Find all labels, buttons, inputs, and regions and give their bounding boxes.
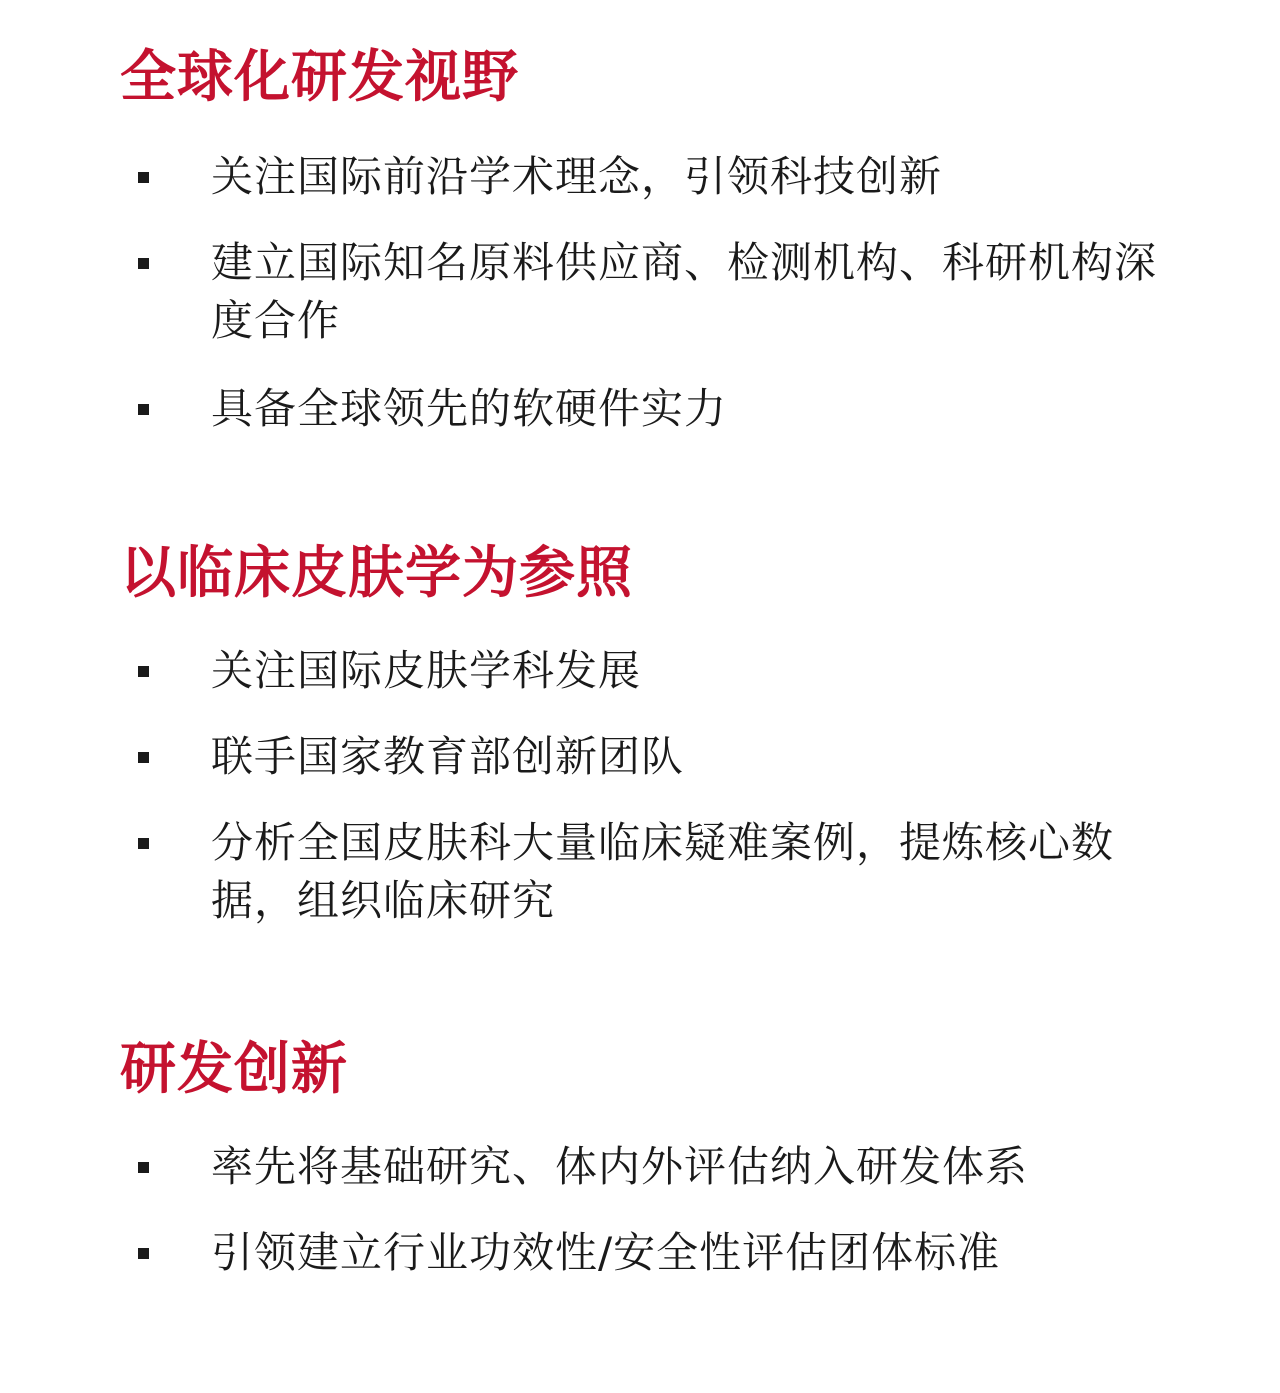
section-title: 全球化研发视野 [120, 45, 519, 110]
list-item-text: 建立国际知名原料供应商、检测机构、科研机构深度合作 [211, 238, 1158, 345]
square-bullet-icon [138, 666, 149, 677]
list-item-text: 联手国家教育部创新团队 [211, 732, 685, 781]
square-bullet-icon [138, 1248, 149, 1259]
list-item-text: 关注国际皮肤学科发展 [211, 646, 642, 695]
square-bullet-icon [138, 1162, 149, 1173]
square-bullet-icon [138, 752, 149, 763]
square-bullet-icon [138, 838, 149, 849]
list-item-text: 引领建立行业功效性/安全性评估团体标准 [211, 1228, 1001, 1277]
list-item-text: 分析全国皮肤科大量临床疑难案例，提炼核心数据，组织临床研究 [211, 818, 1115, 925]
square-bullet-icon [138, 258, 149, 269]
square-bullet-icon [138, 404, 149, 415]
section-title: 研发创新 [120, 1037, 348, 1102]
list-item-text: 具备全球领先的软硬件实力 [211, 384, 728, 433]
section-title: 以临床皮肤学为参照 [120, 541, 633, 606]
square-bullet-icon [138, 172, 149, 183]
list-item-text: 关注国际前沿学术理念，引领科技创新 [211, 152, 943, 201]
list-item-text: 率先将基础研究、体内外评估纳入研发体系 [211, 1142, 1029, 1191]
